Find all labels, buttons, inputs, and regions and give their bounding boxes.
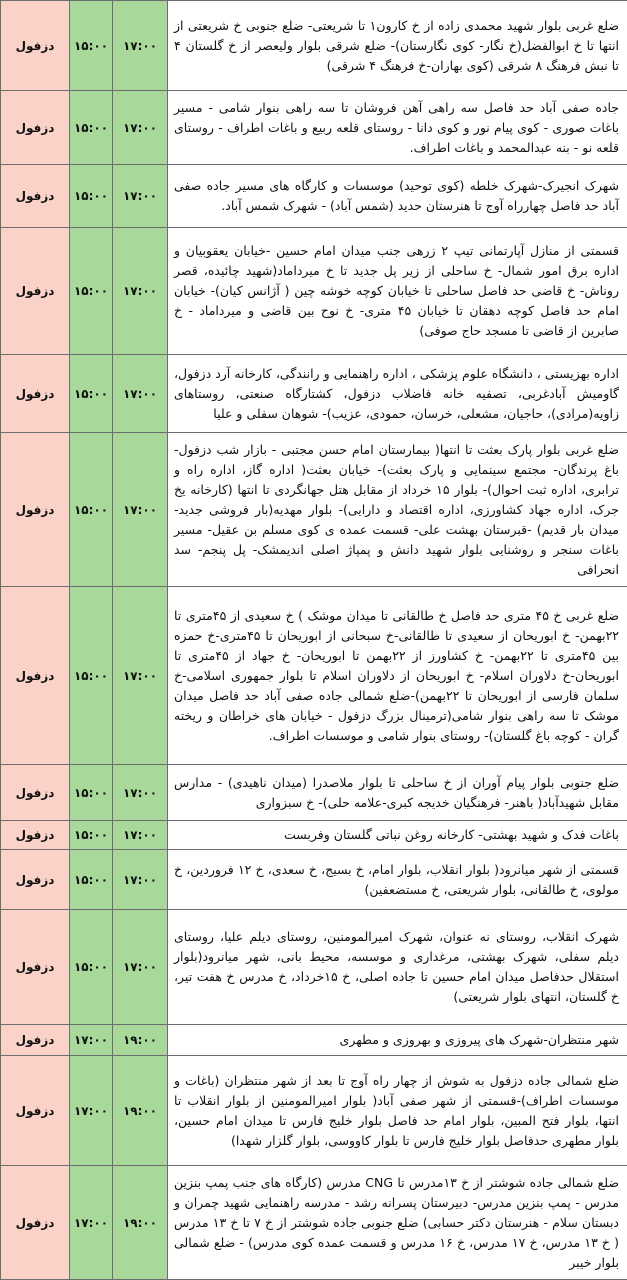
start-time-cell: ۱۵:۰۰ bbox=[70, 587, 113, 765]
table-body bbox=[1, 1, 627, 1280]
start-time-cell: ۱۵:۰۰ bbox=[70, 165, 113, 228]
city-cell: دزفول bbox=[1, 1025, 70, 1056]
city-cell: دزفول bbox=[1, 910, 70, 1025]
area-cell: باغات فدک و شهید بهشتی- کارخانه روغن نباتی گلستان وفربست bbox=[168, 821, 627, 850]
start-time-cell: ۱۵:۰۰ bbox=[70, 433, 113, 587]
area-cell: قسمتی از شهر میانرود( بلوار انقلاب، بلوار امام، خ بسیج، خ سعدی، خ ۱۲ فروردین، خ مولوی، خ طالقانی، بلوار شریعتی، خ مستضعفین) bbox=[168, 850, 627, 910]
area-cell: جاده صفی آباد حد فاصل سه راهی آهن فروشان تا سه راهی بنوار شامی - مسیر باغات صوری - کوی پیام نور و کوی دانا - روستای قلعه ربیع و باغات اطراف - روستای قلعه نو - بنه عبدالمحمد و باغات اطراف. bbox=[168, 91, 627, 165]
start-time-cell: ۱۵:۰۰ bbox=[70, 228, 113, 355]
table-row bbox=[1, 1, 627, 91]
end-time-cell: ۱۷:۰۰ bbox=[113, 910, 168, 1025]
table-row bbox=[1, 910, 627, 1025]
start-time-cell: ۱۷:۰۰ bbox=[70, 1166, 113, 1280]
end-time-cell: ۱۷:۰۰ bbox=[113, 165, 168, 228]
city-cell: دزفول bbox=[1, 765, 70, 821]
start-time-cell: ۱۵:۰۰ bbox=[70, 821, 113, 850]
end-time-cell: ۱۷:۰۰ bbox=[113, 433, 168, 587]
table-row bbox=[1, 821, 627, 850]
city-cell: دزفول bbox=[1, 821, 70, 850]
table-row bbox=[1, 587, 627, 765]
table-row bbox=[1, 765, 627, 821]
start-time-cell: ۱۷:۰۰ bbox=[70, 1056, 113, 1166]
city-cell: دزفول bbox=[1, 355, 70, 433]
start-time-cell: ۱۵:۰۰ bbox=[70, 910, 113, 1025]
table-row bbox=[1, 1025, 627, 1056]
start-time-cell: ۱۷:۰۰ bbox=[70, 1025, 113, 1056]
area-cell: قسمتی از منازل آپارتمانی تیپ ۲ زرهی جنب میدان امام حسین -خیابان یعقوبیان و اداره برق امور شمال- خ ساحلی از زیر پل جدید تا خ میرداماد(شهید چائیده، قصر روناش- خ قاضی حد فاصل ساحلی تا خیابان کوچه خوشه چین ( آژانس کیان)- خیابان امام حد فاصل کوچه دهقان تا خیابان ۴۵ متری- خ نوح بین قاضی و میرداماد - خ صابرین از قاضی تا مسجد حاج صوفی) bbox=[168, 228, 627, 355]
area-cell: شهر منتظران-شهرک های پیروزی و بهروزی و مطهری bbox=[168, 1025, 627, 1056]
start-time-cell: ۱۵:۰۰ bbox=[70, 1, 113, 91]
area-cell: ضلع شمالی جاده شوشتر از خ ۱۳مدرس تا CNG مدرس (کارگاه های جنب پمپ بنزین مدرس - پمپ بنزین مدرس- دبیرستان پسرانه رشد - مدرسه راهنمایی شهید چمران و دبستان سلام - هنرستان دکتر حسابی) ضلع جنوبی جاده شوشتر از خ ۷ تا خ ۱۳ مدرس ( خ ۱۳ مدرس، خ ۱۷ مدرس، خ ۱۶ مدرس و قسمت عمده کوی مدرس) - ضلع شمالی بلوار خیبر bbox=[168, 1166, 627, 1280]
table-row bbox=[1, 165, 627, 228]
end-time-cell: ۱۷:۰۰ bbox=[113, 821, 168, 850]
table-row bbox=[1, 1166, 627, 1280]
area-cell: شهرک انقلاب، روستای نه عنوان، شهرک امیرالمومنین، روستای دیلم علیا، روستای دیلم سفلی، شهرک بهشتی، مرغداری و موسسه، محیط بانی، شهر میانرود(بلوار استقلال حدفاصل میدان امام حسین تا جاده اصلی، خ ۱۵خرداد، خ مدرس خ هفت تیر، خ گلستان، انتهای بلوار شریعتی) bbox=[168, 910, 627, 1025]
start-time-cell: ۱۵:۰۰ bbox=[70, 765, 113, 821]
city-cell: دزفول bbox=[1, 228, 70, 355]
city-cell: دزفول bbox=[1, 1166, 70, 1280]
end-time-cell: ۱۹:۰۰ bbox=[113, 1025, 168, 1056]
start-time-cell: ۱۵:۰۰ bbox=[70, 91, 113, 165]
city-cell: دزفول bbox=[1, 1056, 70, 1166]
end-time-cell: ۱۷:۰۰ bbox=[113, 1, 168, 91]
area-cell: اداره بهزیستی ، دانشگاه علوم پزشکی ، اداره راهنمایی و رانندگی، کارخانه آرد دزفول، گاومیش آبادغربی، تصفیه خانه فاضلاب دزفول، کشتارگاه صنعتی، روستاهای زاویه(مرادی)، حاجیان، مشعلی، خرسان، حمودی، عزیب)- شوهان سفلی و علیا bbox=[168, 355, 627, 433]
city-cell: دزفول bbox=[1, 165, 70, 228]
city-cell: دزفول bbox=[1, 850, 70, 910]
end-time-cell: ۱۷:۰۰ bbox=[113, 850, 168, 910]
start-time-cell: ۱۵:۰۰ bbox=[70, 850, 113, 910]
end-time-cell: ۱۷:۰۰ bbox=[113, 355, 168, 433]
table-row bbox=[1, 433, 627, 587]
end-time-cell: ۱۷:۰۰ bbox=[113, 587, 168, 765]
area-cell: ضلع غربی خ ۴۵ متری حد فاصل خ طالقانی تا میدان موشک ) خ سعیدی از ۴۵متری تا ۲۲بهمن- خ ابوریحان از سعیدی تا طالقانی-خ سبحانی از ابوریحان تا ۴۵متری-خ حمزه بین ۴۵متری تا ۲۲بهمن- خ کشاورز از ۲۲بهمن تا ابوریحان- خ جهاد از ۴۵متری تا ابوریحان-خ دلاوران اسلام- خ ابوریحان از دلاوران اسلام تا بلوار جمهوری اسلامی-خ سلمان فارسی از ابوریحان تا ۲۲بهمن)-ضلع شمالی جاده صفی آباد حد فاصل میدان موشک تا سه راهی بنوار شامی(ترمینال بزرگ دزفول - خیابان های خراطان و ریخته گران - کوچه باغ گلستان)- روستای بنوار شامی و موسسات اطراف. bbox=[168, 587, 627, 765]
table-row bbox=[1, 228, 627, 355]
table-row bbox=[1, 91, 627, 165]
city-cell: دزفول bbox=[1, 587, 70, 765]
area-cell: ضلع غربی بلوار شهید محمدی زاده از خ کارون۱ تا شریعتی- ضلع جنوبی خ شریعتی از انتها تا خ ابوالفضل(خ نگار- کوی نگارستان)- ضلع شرقی بلوار ولیعصر از خ گلستان ۴ تا نبش فرهنگ ۸ شرقی (کوی بهاران-خ فرهنگ ۴ شرقی) bbox=[168, 1, 627, 91]
area-cell: شهرک انجیرک-شهرک خلطه (کوی توحید) موسسات و کارگاه های مسیر جاده صفی آباد حد فاصل چهارراه آوج تا هنرستان حدید (شمس آباد) - شهرک شمس آباد. bbox=[168, 165, 627, 228]
area-cell: ضلع جنوبی بلوار پیام آوران از خ ساحلی تا بلوار ملاصدرا (میدان ناهیدی) - مدارس مقابل شهیدآباد( باهنر- فرهنگیان خدیجه کبری-علامه حلی)- خ سبزواری bbox=[168, 765, 627, 821]
end-time-cell: ۱۹:۰۰ bbox=[113, 1166, 168, 1280]
start-time-cell: ۱۵:۰۰ bbox=[70, 355, 113, 433]
area-cell: ضلع غربی بلوار پارک بعثت تا انتها( بیمارستان امام حسن مجتبی - بازار شب دزفول- باغ پرندگان- مجتمع سینمایی و پارک بعثت)- خیابان بعثت( اداره گاز، اداره راه و ترابری، اداره ثبت احوال)- بلوار ۱۵ خرداد از مقابل هتل جهانگردی تا انتها (کارخانه یخ جرک، اداره جهاد کشاورزی، اداره اقتصاد و دارایی)- بلوار مهدیه(بار فروشی جدید-میدان بار قدیم) -قبرستان بهشت علی- قسمت عمده ی کوی مسلم بن عقیل- مسیر باغات سنجر و روشنایی بلوار شهید دانش و پمپاژ اصلی اندیمشک- پل پنجم- سد انحرافی bbox=[168, 433, 627, 587]
end-time-cell: ۱۷:۰۰ bbox=[113, 765, 168, 821]
end-time-cell: ۱۷:۰۰ bbox=[113, 228, 168, 355]
city-cell: دزفول bbox=[1, 1, 70, 91]
end-time-cell: ۱۹:۰۰ bbox=[113, 1056, 168, 1166]
end-time-cell: ۱۷:۰۰ bbox=[113, 91, 168, 165]
table-row bbox=[1, 850, 627, 910]
area-cell: ضلع شمالی جاده دزفول به شوش از چهار راه آوج تا بعد از شهر منتظران (باغات و موسسات اطراف)-قسمتی از شهر صفی آباد( بلوار امیرالمومنین از بلوار انقلاب تا انتها، بلوار فتح المبین، بلوار امام حد فاصل بلوار خلیج فارس تا میدان امام حسین، بلوار مطهری حدفاصل بلوار خلیج فارس تا بلوار کاووسی، بلوار گلزار شهدا) bbox=[168, 1056, 627, 1166]
table-row bbox=[1, 355, 627, 433]
city-cell: دزفول bbox=[1, 433, 70, 587]
table-row bbox=[1, 1056, 627, 1166]
city-cell: دزفول bbox=[1, 91, 70, 165]
